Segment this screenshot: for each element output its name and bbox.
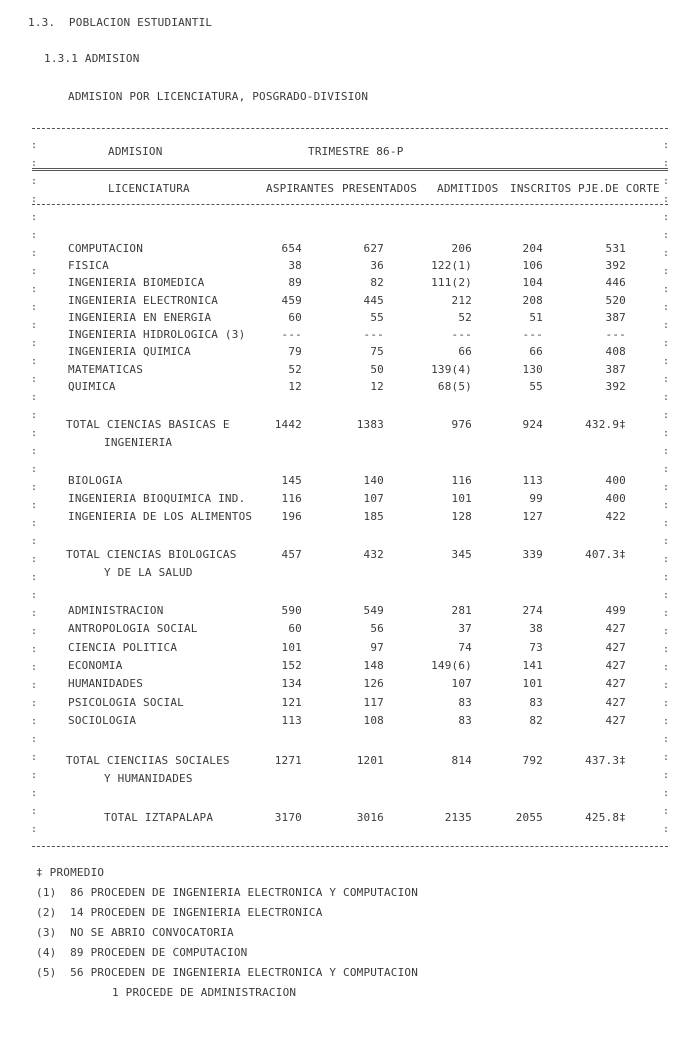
cell-pre: --- bbox=[363, 328, 384, 341]
frame-border-mark: : bbox=[31, 140, 38, 151]
frame-border-mark: : bbox=[663, 284, 670, 295]
row-name: ANTROPOLOGIA SOCIAL bbox=[68, 622, 198, 635]
row-name: INGENIERIA BIOQUIMICA IND. bbox=[68, 492, 246, 505]
cell-asp: 12 bbox=[288, 380, 302, 393]
frame-border-mark: : bbox=[31, 446, 38, 457]
cell-ins: 792 bbox=[522, 754, 543, 767]
cell-ins: 130 bbox=[522, 363, 543, 376]
cell-adm: 37 bbox=[458, 622, 472, 635]
frame-border-mark: : bbox=[663, 500, 670, 511]
row-name: INGENIERIA QUIMICA bbox=[68, 345, 191, 358]
cell-pje: 427 bbox=[605, 677, 626, 690]
cell-asp: 457 bbox=[281, 548, 302, 561]
cell-pje: 432.9‡ bbox=[585, 418, 626, 431]
cell-adm: 101 bbox=[451, 492, 472, 505]
row-name: ECONOMIA bbox=[68, 659, 123, 672]
frame-border-mark: : bbox=[31, 482, 38, 493]
row-name-continued: Y DE LA SALUD bbox=[104, 566, 193, 579]
footnote-5-continued: 1 PROCEDE DE ADMINISTRACION bbox=[112, 986, 297, 999]
row-name: TOTAL CIENCIIAS SOCIALES bbox=[66, 754, 230, 767]
frame-border-mark: : bbox=[663, 410, 670, 421]
frame-border-mark: : bbox=[31, 176, 38, 187]
frame-border-mark: : bbox=[663, 212, 670, 223]
frame-border-mark: : bbox=[663, 446, 670, 457]
header-period: TRIMESTRE 86-P bbox=[308, 145, 404, 158]
frame-border-mark: : bbox=[31, 680, 38, 691]
frame-border-mark: : bbox=[663, 374, 670, 385]
frame-border-mark: : bbox=[663, 158, 670, 169]
cell-pje: 427 bbox=[605, 622, 626, 635]
frame-border-mark: : bbox=[31, 410, 38, 421]
frame-border-mark: : bbox=[31, 320, 38, 331]
cell-asp: 134 bbox=[281, 677, 302, 690]
cell-asp: 459 bbox=[281, 294, 302, 307]
cell-ins: 101 bbox=[522, 677, 543, 690]
frame-border-mark: : bbox=[31, 824, 38, 835]
cell-ins: 274 bbox=[522, 604, 543, 617]
cell-pje: 520 bbox=[605, 294, 626, 307]
cell-pre: 1383 bbox=[356, 418, 384, 431]
frame-border-mark: : bbox=[31, 698, 38, 709]
cell-adm: 976 bbox=[451, 418, 472, 431]
cell-pre: 56 bbox=[370, 622, 384, 635]
cell-adm: 52 bbox=[458, 311, 472, 324]
cell-pre: 75 bbox=[370, 345, 384, 358]
cell-asp: 113 bbox=[281, 714, 302, 727]
cell-ins: 104 bbox=[522, 276, 543, 289]
cell-pre: 82 bbox=[370, 276, 384, 289]
row-name: INGENIERIA DE LOS ALIMENTOS bbox=[68, 510, 253, 523]
frame-border-mark: : bbox=[663, 194, 670, 205]
frame-border-mark: : bbox=[663, 428, 670, 439]
cell-asp: 1271 bbox=[274, 754, 302, 767]
frame-border-mark: : bbox=[663, 662, 670, 673]
cell-pje: 400 bbox=[605, 474, 626, 487]
footnote-3: (3) NO SE ABRIO CONVOCATORIA bbox=[36, 926, 234, 939]
cell-pre: 140 bbox=[363, 474, 384, 487]
footnote-2: (2) 14 PROCEDEN DE INGENIERIA ELECTRONICA bbox=[36, 906, 323, 919]
frame-border-mark: : bbox=[31, 716, 38, 727]
header-bottom-rule bbox=[32, 204, 668, 205]
cell-adm: 68(5) bbox=[437, 380, 472, 393]
cell-pre: 117 bbox=[363, 696, 384, 709]
cell-asp: 152 bbox=[281, 659, 302, 672]
frame-border-mark: : bbox=[663, 734, 670, 745]
frame-border-mark: : bbox=[663, 590, 670, 601]
row-name: TOTAL CIENCIAS BIOLOGICAS bbox=[66, 548, 237, 561]
cell-pje: 422 bbox=[605, 510, 626, 523]
frame-border-mark: : bbox=[663, 320, 670, 331]
cell-asp: 590 bbox=[281, 604, 302, 617]
frame-border-mark: : bbox=[31, 284, 38, 295]
row-name-continued: Y HUMANIDADES bbox=[104, 772, 193, 785]
frame-border-mark: : bbox=[663, 626, 670, 637]
cell-ins: 208 bbox=[522, 294, 543, 307]
cell-asp: 60 bbox=[288, 622, 302, 635]
frame-border-mark: : bbox=[31, 554, 38, 565]
frame-border-mark: : bbox=[31, 590, 38, 601]
frame-border-mark: : bbox=[663, 644, 670, 655]
frame-border-mark: : bbox=[31, 752, 38, 763]
frame-border-mark: : bbox=[663, 230, 670, 241]
cell-pje: 392 bbox=[605, 259, 626, 272]
cell-ins: 106 bbox=[522, 259, 543, 272]
frame-border-mark: : bbox=[663, 266, 670, 277]
frame-border-mark: : bbox=[31, 158, 38, 169]
col-header-pje-corte: PJE.DE CORTE bbox=[578, 182, 660, 195]
cell-pje: 392 bbox=[605, 380, 626, 393]
cell-pre: 445 bbox=[363, 294, 384, 307]
frame-border-mark: : bbox=[31, 572, 38, 583]
col-header-presentados: PRESENTADOS bbox=[342, 182, 418, 195]
cell-ins: 55 bbox=[529, 380, 543, 393]
frame-border-mark: : bbox=[663, 608, 670, 619]
cell-asp: 116 bbox=[281, 492, 302, 505]
frame-border-mark: : bbox=[663, 806, 670, 817]
frame-border-mark: : bbox=[663, 824, 670, 835]
frame-border-mark: : bbox=[31, 212, 38, 223]
cell-pre: 185 bbox=[363, 510, 384, 523]
frame-border-mark: : bbox=[31, 518, 38, 529]
cell-pje: 425.8‡ bbox=[585, 811, 626, 824]
frame-border-mark: : bbox=[31, 644, 38, 655]
cell-ins: 99 bbox=[529, 492, 543, 505]
row-name: SOCIOLOGIA bbox=[68, 714, 137, 727]
cell-adm: 122(1) bbox=[431, 259, 472, 272]
row-name: QUIMICA bbox=[68, 380, 116, 393]
cell-adm: 212 bbox=[451, 294, 472, 307]
cell-adm: 111(2) bbox=[431, 276, 472, 289]
cell-asp: 654 bbox=[281, 242, 302, 255]
cell-pre: 12 bbox=[370, 380, 384, 393]
frame-border-mark: : bbox=[663, 356, 670, 367]
cell-ins: 66 bbox=[529, 345, 543, 358]
frame-border-mark: : bbox=[31, 374, 38, 385]
cell-pje: 387 bbox=[605, 311, 626, 324]
cell-asp: 60 bbox=[288, 311, 302, 324]
cell-asp: --- bbox=[281, 328, 302, 341]
cell-asp: 121 bbox=[281, 696, 302, 709]
frame-border-mark: : bbox=[31, 302, 38, 313]
cell-pje: 427 bbox=[605, 641, 626, 654]
row-name: INGENIERIA ELECTRONICA bbox=[68, 294, 219, 307]
frame-border-mark: : bbox=[663, 464, 670, 475]
cell-asp: 196 bbox=[281, 510, 302, 523]
frame-border-mark: : bbox=[31, 626, 38, 637]
cell-adm: 2135 bbox=[444, 811, 472, 824]
cell-adm: 814 bbox=[451, 754, 472, 767]
cell-pje: 407.3‡ bbox=[585, 548, 626, 561]
cell-adm: --- bbox=[451, 328, 472, 341]
subsection-title: 1.3.1 ADMISION bbox=[44, 52, 140, 65]
cell-ins: 83 bbox=[529, 696, 543, 709]
row-name: MATEMATICAS bbox=[68, 363, 144, 376]
frame-border-mark: : bbox=[31, 500, 38, 511]
row-name: COMPUTACION bbox=[68, 242, 144, 255]
frame-border-mark: : bbox=[31, 662, 38, 673]
cell-ins: 113 bbox=[522, 474, 543, 487]
cell-adm: 107 bbox=[451, 677, 472, 690]
row-name: PSICOLOGIA SOCIAL bbox=[68, 696, 184, 709]
cell-pre: 549 bbox=[363, 604, 384, 617]
footnote-promedio: ‡ PROMEDIO bbox=[36, 866, 105, 879]
cell-adm: 66 bbox=[458, 345, 472, 358]
frame-border-mark: : bbox=[31, 338, 38, 349]
frame-border-mark: : bbox=[663, 698, 670, 709]
col-header-inscritos: INSCRITOS bbox=[510, 182, 572, 195]
cell-pre: 55 bbox=[370, 311, 384, 324]
cell-adm: 206 bbox=[451, 242, 472, 255]
row-name: INGENIERIA BIOMEDICA bbox=[68, 276, 205, 289]
frame-border-mark: : bbox=[663, 788, 670, 799]
cell-asp: 3170 bbox=[274, 811, 302, 824]
table-top-rule bbox=[32, 128, 668, 129]
cell-adm: 281 bbox=[451, 604, 472, 617]
cell-ins: 2055 bbox=[515, 811, 543, 824]
cell-adm: 116 bbox=[451, 474, 472, 487]
row-name: HUMANIDADES bbox=[68, 677, 144, 690]
frame-border-mark: : bbox=[663, 572, 670, 583]
cell-asp: 38 bbox=[288, 259, 302, 272]
cell-ins: --- bbox=[522, 328, 543, 341]
header-double-rule bbox=[32, 168, 668, 171]
cell-pje: 531 bbox=[605, 242, 626, 255]
cell-adm: 139(4) bbox=[431, 363, 472, 376]
frame-border-mark: : bbox=[663, 392, 670, 403]
cell-pje: --- bbox=[605, 328, 626, 341]
row-name: BIOLOGIA bbox=[68, 474, 123, 487]
cell-pje: 400 bbox=[605, 492, 626, 505]
frame-border-mark: : bbox=[31, 248, 38, 259]
row-name: TOTAL CIENCIAS BASICAS E bbox=[66, 418, 230, 431]
frame-border-mark: : bbox=[31, 464, 38, 475]
frame-border-mark: : bbox=[663, 518, 670, 529]
cell-pje: 499 bbox=[605, 604, 626, 617]
frame-border-mark: : bbox=[663, 752, 670, 763]
col-header-admitidos: ADMITIDOS bbox=[437, 182, 499, 195]
cell-asp: 89 bbox=[288, 276, 302, 289]
frame-border-mark: : bbox=[663, 176, 670, 187]
cell-pre: 36 bbox=[370, 259, 384, 272]
col-header-licenciatura: LICENCIATURA bbox=[108, 182, 190, 195]
frame-border-mark: : bbox=[31, 734, 38, 745]
cell-pre: 627 bbox=[363, 242, 384, 255]
cell-adm: 128 bbox=[451, 510, 472, 523]
cell-asp: 79 bbox=[288, 345, 302, 358]
frame-border-mark: : bbox=[31, 770, 38, 781]
frame-border-mark: : bbox=[31, 230, 38, 241]
cell-pje: 437.3‡ bbox=[585, 754, 626, 767]
frame-border-mark: : bbox=[31, 788, 38, 799]
cell-pre: 126 bbox=[363, 677, 384, 690]
frame-border-mark: : bbox=[663, 248, 670, 259]
frame-border-mark: : bbox=[31, 266, 38, 277]
row-name: CIENCIA POLITICA bbox=[68, 641, 178, 654]
cell-asp: 145 bbox=[281, 474, 302, 487]
cell-asp: 52 bbox=[288, 363, 302, 376]
cell-ins: 38 bbox=[529, 622, 543, 635]
cell-ins: 339 bbox=[522, 548, 543, 561]
frame-border-mark: : bbox=[31, 194, 38, 205]
frame-border-mark: : bbox=[663, 716, 670, 727]
table-bottom-rule bbox=[32, 846, 668, 847]
frame-border-mark: : bbox=[663, 338, 670, 349]
cell-ins: 924 bbox=[522, 418, 543, 431]
cell-pre: 432 bbox=[363, 548, 384, 561]
frame-border-mark: : bbox=[31, 392, 38, 403]
cell-ins: 141 bbox=[522, 659, 543, 672]
header-admision: ADMISION bbox=[108, 145, 163, 158]
cell-adm: 149(6) bbox=[431, 659, 472, 672]
cell-ins: 82 bbox=[529, 714, 543, 727]
cell-adm: 74 bbox=[458, 641, 472, 654]
frame-border-mark: : bbox=[663, 770, 670, 781]
cell-pre: 97 bbox=[370, 641, 384, 654]
cell-pje: 387 bbox=[605, 363, 626, 376]
cell-pre: 107 bbox=[363, 492, 384, 505]
cell-pje: 427 bbox=[605, 659, 626, 672]
frame-border-mark: : bbox=[31, 806, 38, 817]
cell-pre: 3016 bbox=[356, 811, 384, 824]
row-name: INGENIERIA EN ENERGIA bbox=[68, 311, 212, 324]
cell-ins: 73 bbox=[529, 641, 543, 654]
cell-ins: 127 bbox=[522, 510, 543, 523]
frame-border-mark: : bbox=[31, 536, 38, 547]
cell-pre: 50 bbox=[370, 363, 384, 376]
cell-pje: 427 bbox=[605, 696, 626, 709]
frame-border-mark: : bbox=[663, 554, 670, 565]
cell-pje: 408 bbox=[605, 345, 626, 358]
cell-pre: 148 bbox=[363, 659, 384, 672]
frame-border-mark: : bbox=[31, 608, 38, 619]
cell-ins: 51 bbox=[529, 311, 543, 324]
cell-pre: 108 bbox=[363, 714, 384, 727]
frame-border-mark: : bbox=[663, 140, 670, 151]
footnote-4: (4) 89 PROCEDEN DE COMPUTACION bbox=[36, 946, 248, 959]
footnote-1: (1) 86 PROCEDEN DE INGENIERIA ELECTRONICA Y COMPUTACION bbox=[36, 886, 419, 899]
frame-border-mark: : bbox=[663, 680, 670, 691]
cell-adm: 83 bbox=[458, 696, 472, 709]
cell-ins: 204 bbox=[522, 242, 543, 255]
frame-border-mark: : bbox=[663, 302, 670, 313]
footnote-5: (5) 56 PROCEDEN DE INGENIERIA ELECTRONICA Y COMPUTACION bbox=[36, 966, 419, 979]
frame-border-mark: : bbox=[31, 356, 38, 367]
row-name-continued: INGENIERIA bbox=[104, 436, 173, 449]
row-name: INGENIERIA HIDROLOGICA (3) bbox=[68, 328, 246, 341]
table-caption: ADMISION POR LICENCIATURA, POSGRADO-DIVISION bbox=[68, 90, 369, 103]
frame-border-mark: : bbox=[663, 536, 670, 547]
cell-adm: 83 bbox=[458, 714, 472, 727]
cell-adm: 345 bbox=[451, 548, 472, 561]
row-name: FISICA bbox=[68, 259, 109, 272]
col-header-aspirantes: ASPIRANTES bbox=[266, 182, 335, 195]
frame-border-mark: : bbox=[663, 482, 670, 493]
cell-pje: 446 bbox=[605, 276, 626, 289]
frame-border-mark: : bbox=[31, 428, 38, 439]
row-name: ADMINISTRACION bbox=[68, 604, 164, 617]
cell-asp: 1442 bbox=[274, 418, 302, 431]
row-name: TOTAL IZTAPALAPA bbox=[104, 811, 214, 824]
section-title: 1.3. POBLACION ESTUDIANTIL bbox=[28, 16, 213, 29]
cell-pre: 1201 bbox=[356, 754, 384, 767]
cell-pje: 427 bbox=[605, 714, 626, 727]
cell-asp: 101 bbox=[281, 641, 302, 654]
